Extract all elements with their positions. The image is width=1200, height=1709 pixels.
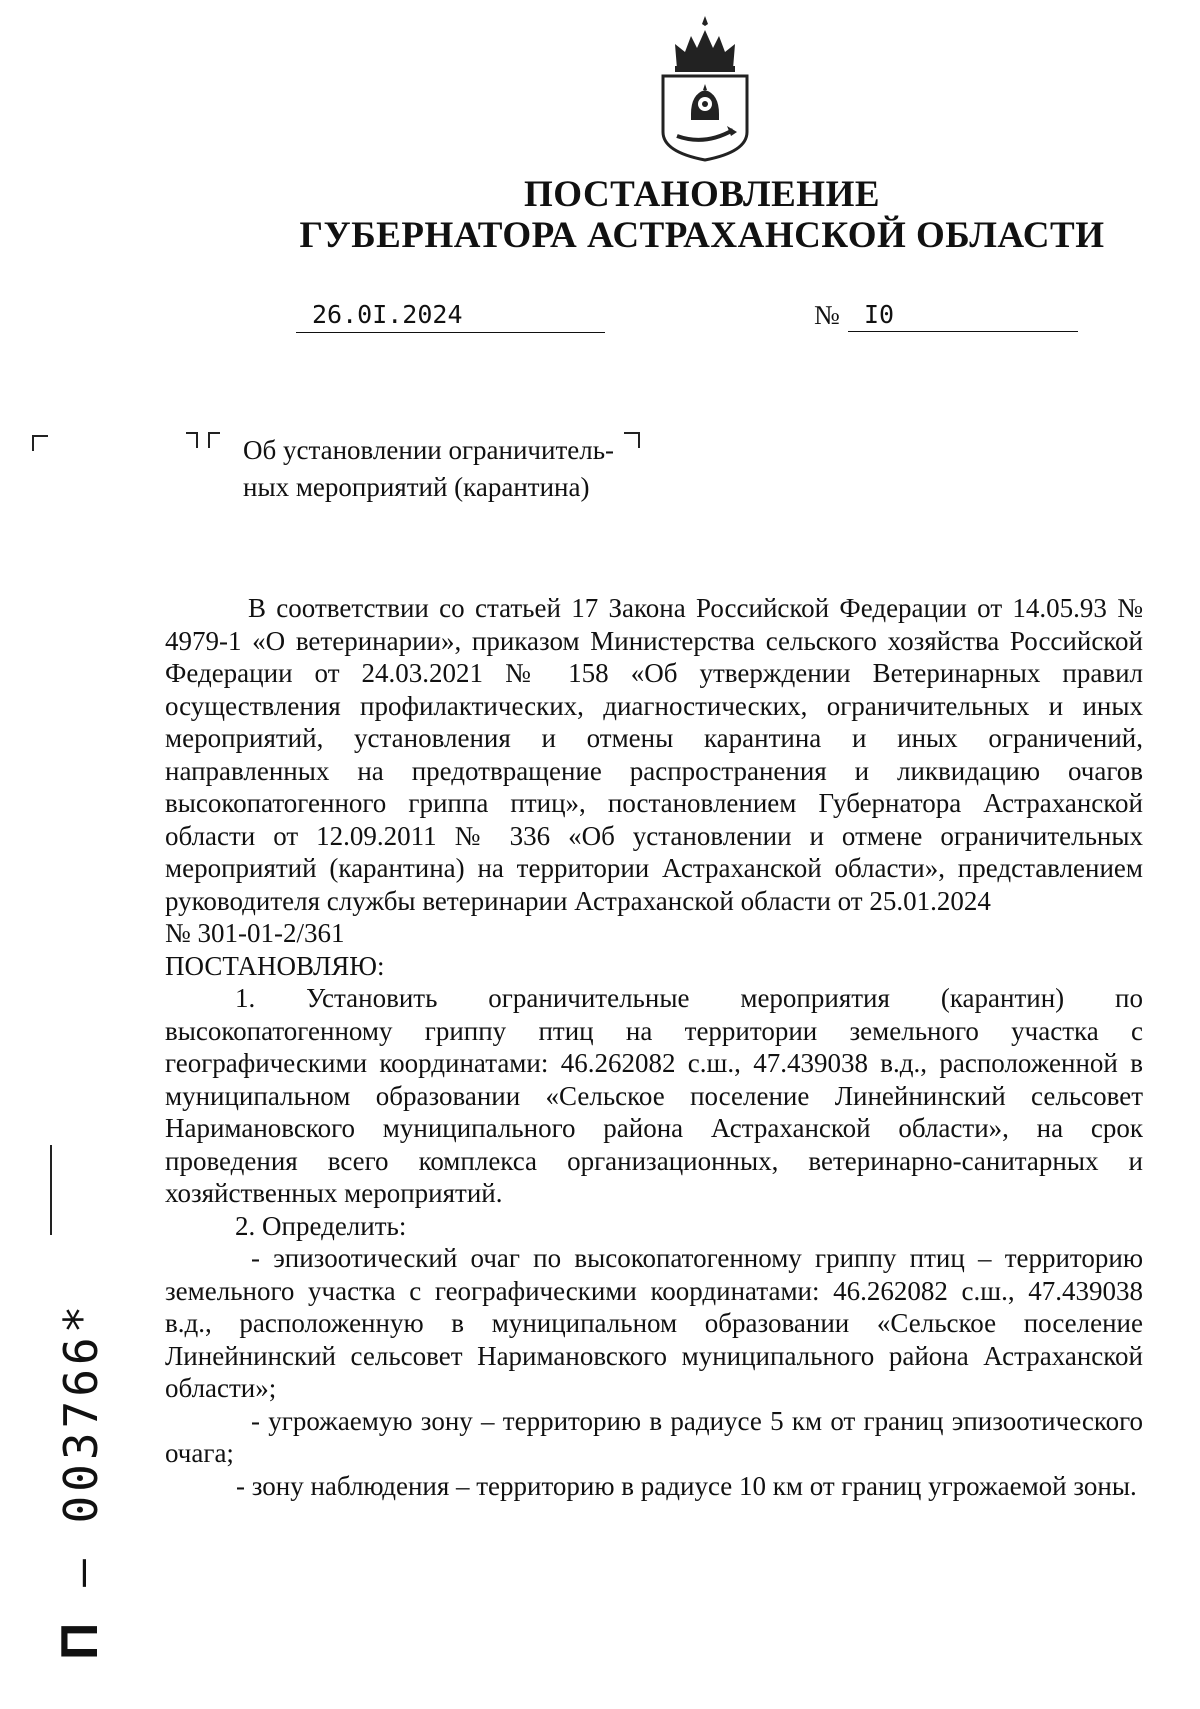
document-title: ПОСТАНОВЛЕНИЕ [523, 174, 881, 215]
subject-line-1: Об установлении ограничитель- [243, 435, 615, 465]
preamble-ref-number: № 301-01-2/361 [165, 918, 345, 948]
document-body [165, 592, 1143, 1502]
resolve-heading: ПОСТАНОВЛЯЮ: [165, 950, 385, 981]
corner-mark [208, 432, 220, 448]
coat-of-arms-icon [655, 14, 755, 164]
registration-mark-lead: П [51, 1618, 109, 1660]
item-2-outbreak: - эпизоотический очаг по высокопатогенному гриппу птиц – территорию земельного участка с географическими координатами: 46.262082 с.ш., 47.439038 в.д., расположенную в муниципальном образовании «Сельское поселение Линейнинский сельсовет Наримановского муниципального района Астраханской области»; [165, 1243, 1143, 1403]
subject-line-2: ных мероприятий (карантина) [243, 472, 590, 502]
registration-mark [50, 1302, 110, 1660]
corner-mark [32, 435, 48, 451]
document-subject [243, 432, 663, 506]
preamble-paragraph: В соответствии со статьей 17 Закона Российской Федерации от 14.05.93 № 4979-1 «О ветеринарии», приказом Министерства сельского хозяйства Российской Федерации от 24.03.2021 № 158 «Об утверждении Ветеринарных правил осуществления профилактических, диагностических, ограничительных и иных мероприятий, установления и отмены карантина и иных ограничений, направленных на предотвращение распространения и ликвидацию очагов высокопатогенного гриппа птиц», постановлением Губернатора Астраханской области от 12.09.2011 № 336 «Об установлении и отмене ограничительных мероприятий (карантина) на территории Астраханской области», представлением руководителя службы ветеринарии Астраханской области от 25.01.2024 [165, 593, 1143, 916]
item-2-threat-zone: - угрожаемую зону – территорию в радиусе 5 км от границ эпизоотического очага; [165, 1405, 1143, 1468]
registration-mark-code: – 003766* [54, 1301, 108, 1619]
item-2: 2. Определить: [235, 1210, 407, 1241]
item-1: 1. Установить ограничительные мероприятия (карантин) по высокопатогенному гриппу птиц на территории земельного участка с географическими координатами: 46.262082 с.ш., 47.439038 в.д., расположенной в муниципальном образовании «Сельское поселение Линейнинский сельсовет Наримановского муниципального района Астраханской области», на срок проведения всего комплекса организационных, ветеринарно-санитарных и хозяйственных мероприятий. [165, 983, 1143, 1208]
item-2-observation-zone: - зону наблюдения – территорию в радиусе 10 км от границ угрожаемой зоны. [236, 1470, 1137, 1501]
margin-line [50, 1145, 52, 1235]
number-label: № [814, 300, 840, 330]
document-issuer: ГУБЕРНАТОРА АСТРАХАНСКОЙ ОБЛАСТИ [299, 215, 1105, 256]
document-date: 26.0I.2024 [296, 300, 605, 333]
document-number: I0 [848, 300, 1078, 332]
corner-mark [186, 432, 198, 448]
